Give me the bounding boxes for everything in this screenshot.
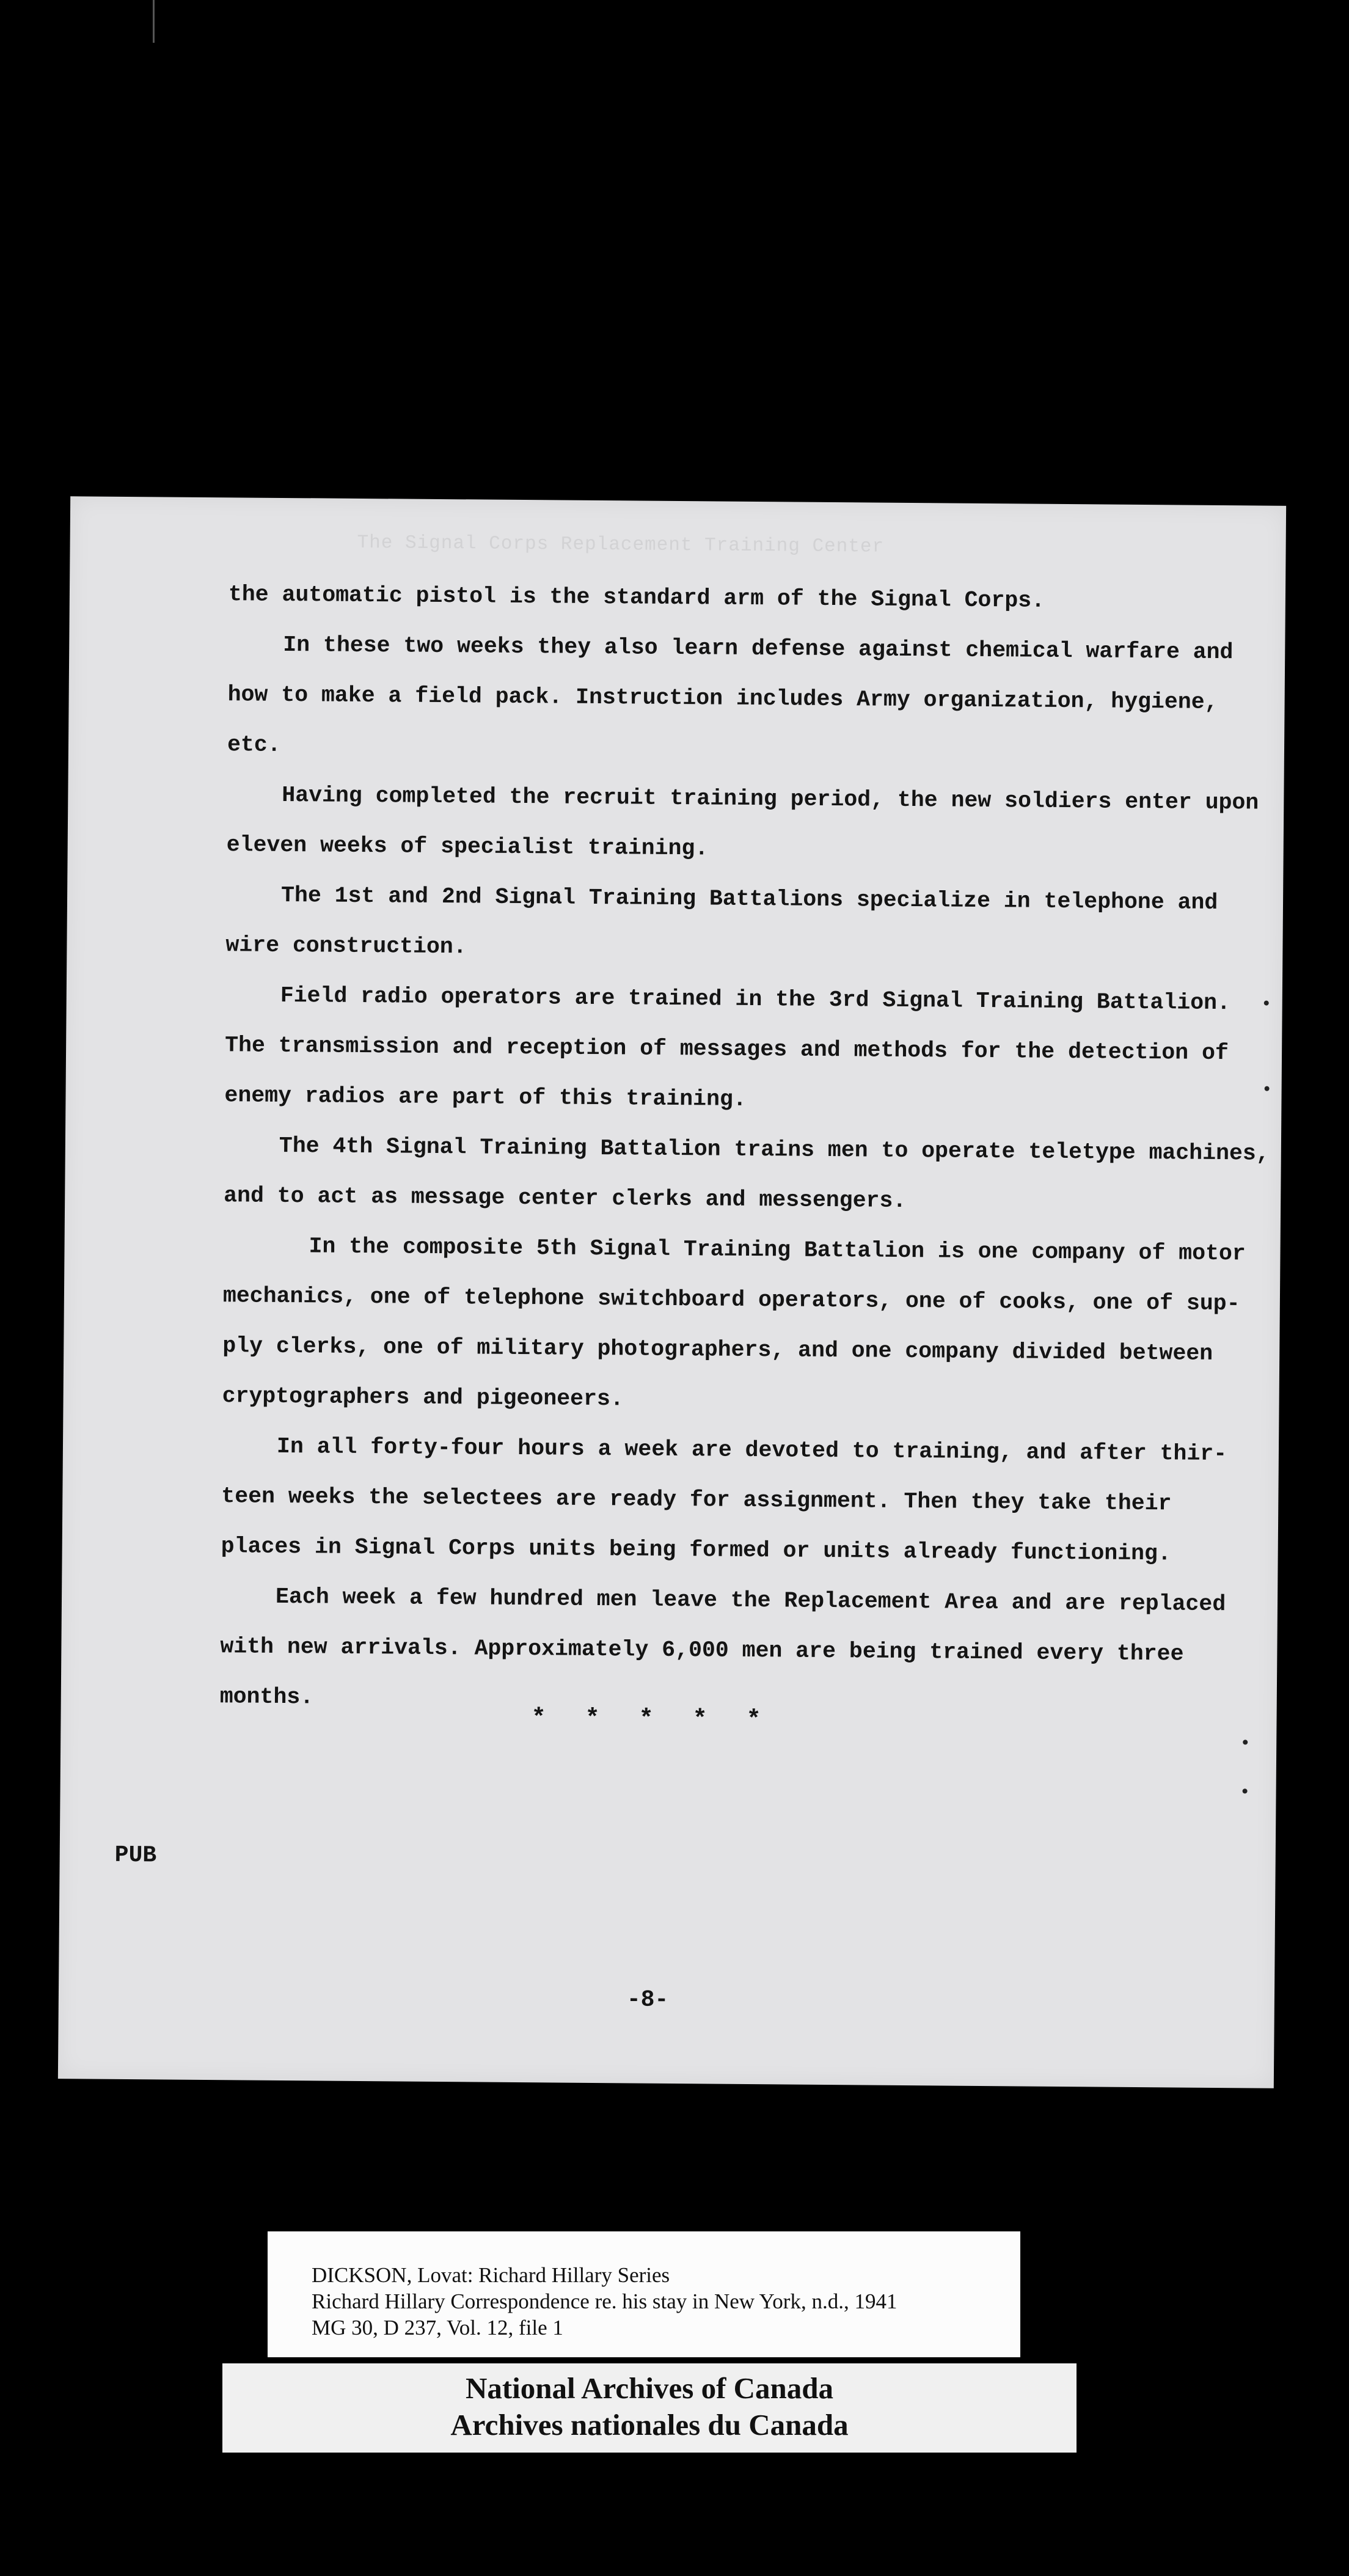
scan-speck [1264,1001,1269,1006]
body-text [219,569,1270,1730]
label-series: DICKSON, Lovat: Richard Hillary Series [312,2263,670,2287]
text-line: Each week a few hundred men leave the Replacement Area and are replaced [275,1584,1226,1617]
text-line: ply clerks, one of military photographers, and one company divided between [222,1333,1213,1366]
archival-label-card [268,2231,1020,2357]
text-line: how to make a field pack. Instruction includes Army organization, hygiene, [227,682,1218,715]
text-line: wire construction. [225,932,467,960]
text-line: mechanics, one of telephone switchboard operators, one of cooks, one of sup- [222,1283,1240,1317]
text-line: teen weeks the selectees are ready for assignment. Then they take their [221,1484,1172,1517]
archives-name-french: Archives nationales du Canada [450,2408,849,2442]
film-edge-mark [153,0,155,43]
text-line: Field radio operators are trained in the 3rd Signal Training Battalion. [280,982,1231,1016]
pub-margin-mark: PUB [114,1842,157,1869]
text-line: In the composite 5th Signal Training Battalion is one company of motor [309,1234,1246,1267]
text-line: The 1st and 2nd Signal Training Battalions specialize in telephone and [280,882,1218,915]
text-line: and to act as message center clerks and messengers. [224,1183,907,1214]
page-number: -8- [626,1986,669,2013]
text-line: Having completed the recruit training period, the new soldiers enter upon [282,782,1259,816]
text-line: In these two weeks they also learn defense against chemical warfare and [283,632,1234,665]
scan-speck [1243,1740,1248,1744]
text-line: enemy radios are part of this training. [224,1083,747,1112]
scan-speck [1265,1086,1270,1091]
text-line: cryptographers and pigeoneers. [222,1383,624,1412]
document-page [58,496,1286,2088]
archives-banner [222,2363,1077,2453]
label-description: Richard Hillary Correspondence re. his stay in New York, n.d., 1941 [312,2289,898,2313]
text-line: eleven weeks of specialist training. [226,832,709,862]
text-line: The 4th Signal Training Battalion trains men to operate teletype machines, [279,1133,1270,1166]
scan-speck [1243,1788,1248,1793]
label-reference: MG 30, D 237, Vol. 12, file 1 [312,2316,563,2340]
text-line: with new arrivals. Approximately 6,000 men are being trained every three [220,1634,1184,1667]
text-line: months. [219,1684,314,1710]
archives-name-english: National Archives of Canada [465,2371,834,2405]
text-line: The transmission and reception of messages and methods for the detection of [224,1033,1229,1066]
text-line: etc. [227,732,281,758]
text-line: the automatic pistol is the standard arm of the Signal Corps. [228,582,1045,613]
bleed-through-header: The Signal Corps Replacement Training Center [357,532,885,558]
text-line: In all forty-four hours a week are devoted to training, and after thir- [276,1433,1227,1467]
text-line: places in Signal Corps units being formed or units already functioning. [221,1534,1171,1567]
section-break-stars: * * * * * [531,1705,773,1735]
